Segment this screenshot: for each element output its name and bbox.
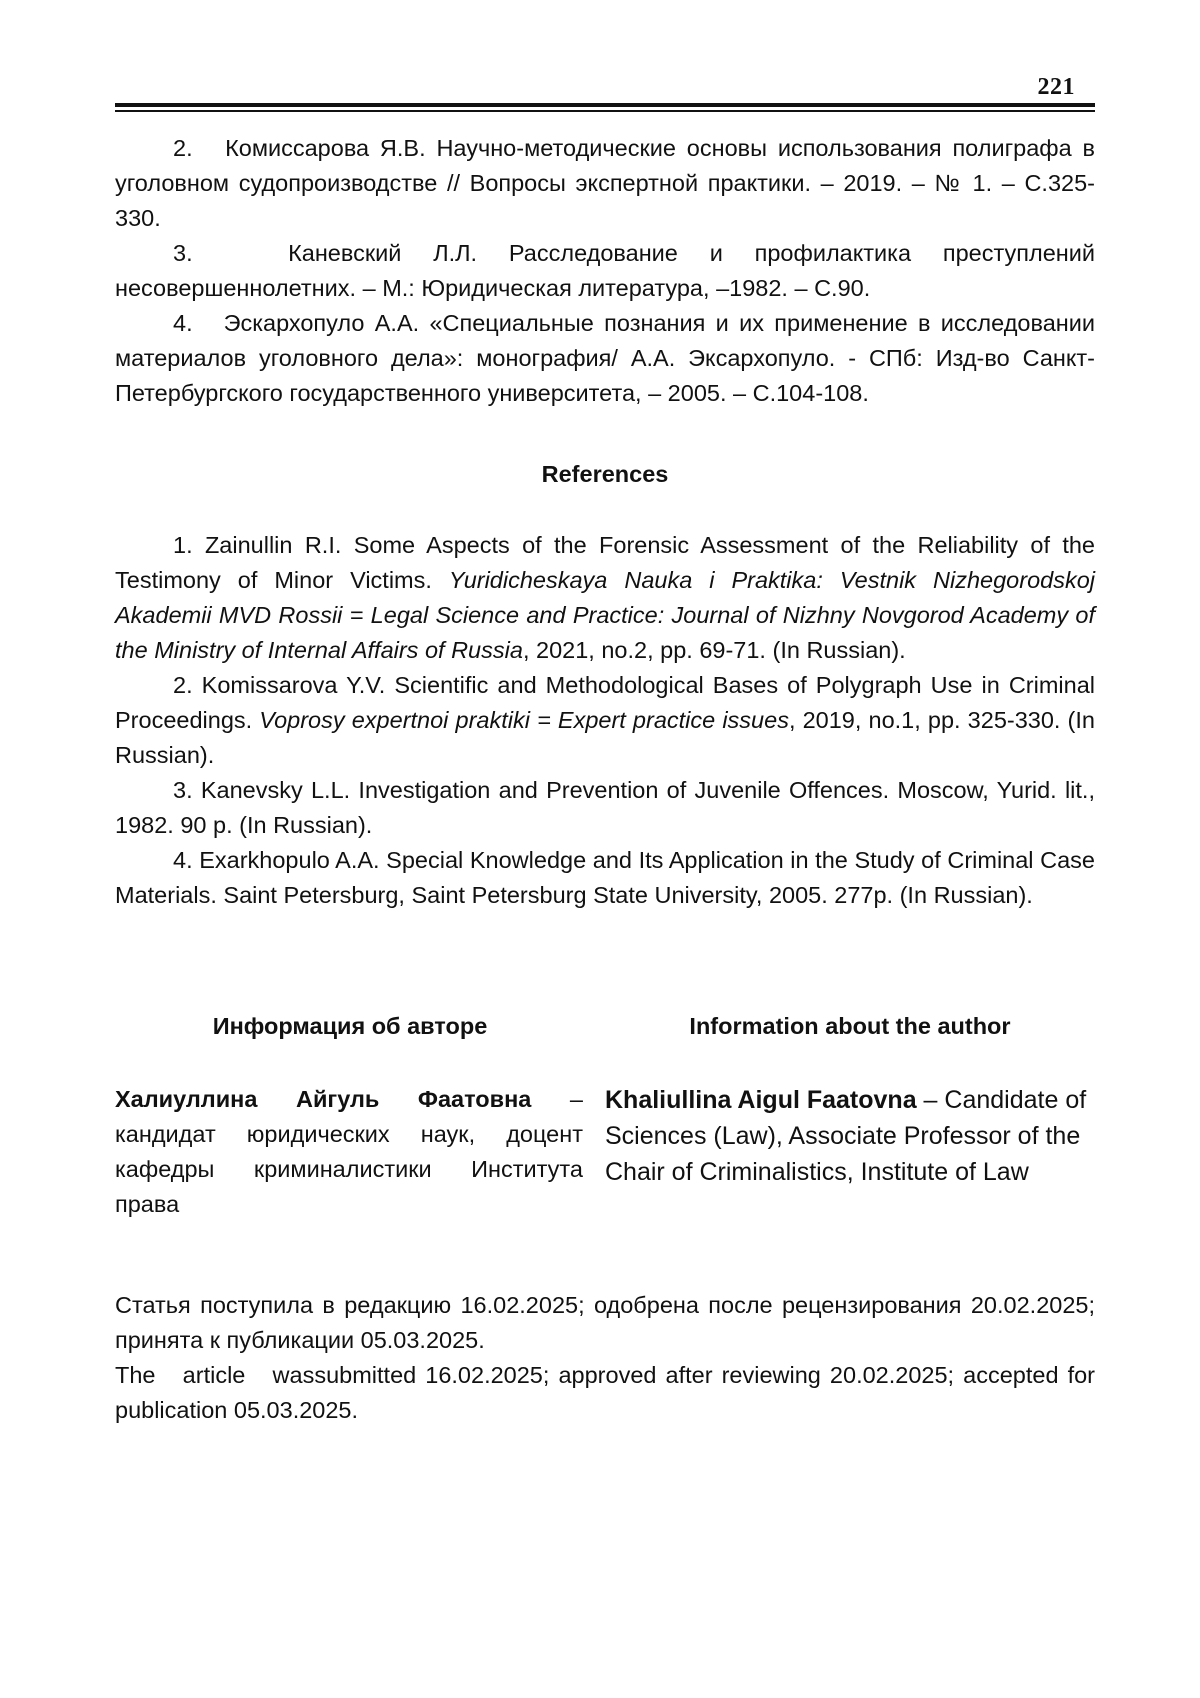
author-name-en: Khaliullina Aigul Faatovna: [605, 1086, 917, 1114]
ru-reference-number: 4.: [173, 310, 193, 336]
author-info-title-ru: Информация об авторе: [212, 1013, 488, 1039]
ru-reference-list: [115, 131, 1095, 411]
ru-reference-text: Комиссарова Я.В. Научно-методические основы использования полиграфа в уголовном судопроизводстве // Вопросы экспертной практики. – 2019. – № 1. – С.325-330.: [115, 135, 1095, 231]
author-info-title-en: Information about the author: [689, 1013, 1011, 1039]
en-reference-item: [115, 773, 1095, 843]
ru-reference-item: [115, 236, 1095, 306]
en-reference-list: [115, 528, 1095, 913]
en-reference-text: Komissarova Y.V. Scientific and Methodological Bases of Polygraph Use in Criminal Proceedings.: [115, 672, 1095, 733]
ru-reference-text: Эскархопуло А.А. «Специальные познания и их применение в исследовании материалов уголовного дела»: монография/ А.А. Эксархопуло. - СПб: Изд-во Санкт-Петербургского государственного университета, – 2005. – С.104-108.: [115, 310, 1095, 406]
article-dates-ru: Статья поступила в редакцию 16.02.2025; одобрена после рецензирования 20.02.2025; принята к публикации 05.03.2025.: [115, 1292, 1095, 1353]
en-reference-number: 4.: [173, 847, 193, 873]
en-reference-journal: Yuridicheskaya Nauka i Praktika: Vestnik Nizhegorodskoj Akademii MVD Rossii = Legal Science and Practice: Journal of Nizhny Novgorod Academy of the Ministry of Internal Affairs of Russia: [115, 567, 1095, 663]
en-reference-journal: Voprosy expertnoi praktiki = Expert practice issues: [259, 707, 789, 733]
author-description-ru: – кандидат юридических наук, доцент кафедры криминалистики Института права: [115, 1086, 583, 1217]
en-reference-number: 1.: [173, 532, 193, 558]
author-name-ru: Халиуллина Айгуль Фаатовна: [115, 1086, 532, 1112]
references-section: [115, 461, 1095, 488]
en-reference-text: Exarkhopulo A.A. Special Knowledge and Its Application in the Study of Criminal Case Materials. Saint Petersburg, Saint Petersburg State University, 2005. 277p. (In Russian).: [115, 847, 1095, 908]
en-reference-text: Zainullin R.I. Some Aspects of the Forensic Assessment of the Reliability of the Testimony of Minor Victims.: [115, 532, 1095, 593]
en-reference-text: Kanevsky L.L. Investigation and Prevention of Juvenile Offences. Moscow, Yurid. lit., 1982. 90 p. (In Russian).: [115, 777, 1095, 838]
author-description-en: – Candidate of Sciences (Law), Associate Professor of the Chair of Criminalistics, Institute of Law: [605, 1086, 1087, 1186]
article-dates-en: The article wassubmitted 16.02.2025; approved after reviewing 20.02.2025; accepted for publication 05.03.2025.: [115, 1362, 1102, 1423]
author-info-en: [605, 1082, 1095, 1190]
article-dates: [115, 1288, 1102, 1428]
author-info-ru: [115, 1082, 583, 1222]
ru-reference-number: 3.: [173, 240, 193, 266]
en-reference-item: [115, 668, 1095, 773]
en-reference-details: , 2019, no.1, pp. 325-330. (In Russian).: [115, 707, 1095, 768]
ru-reference-number: 2.: [173, 135, 193, 161]
ru-reference-text: Каневский Л.Л. Расследование и профилактика преступлений несовершеннолетних. – М.: Юридическая литература, –1982. – С.90.: [115, 240, 1095, 301]
page-number: 221: [1037, 74, 1075, 100]
references-title: References: [541, 461, 669, 487]
ru-reference-item: [115, 131, 1095, 236]
en-reference-number: 3.: [173, 777, 193, 803]
header-rule: [115, 103, 1095, 107]
en-reference-item: [115, 528, 1095, 668]
en-reference-number: 2.: [173, 672, 193, 698]
en-reference-item: [115, 843, 1095, 913]
header-rule-thin: [115, 110, 1095, 112]
en-reference-details: , 2021, no.2, pp. 69-71. (In Russian).: [522, 637, 906, 663]
ru-reference-item: [115, 306, 1095, 411]
